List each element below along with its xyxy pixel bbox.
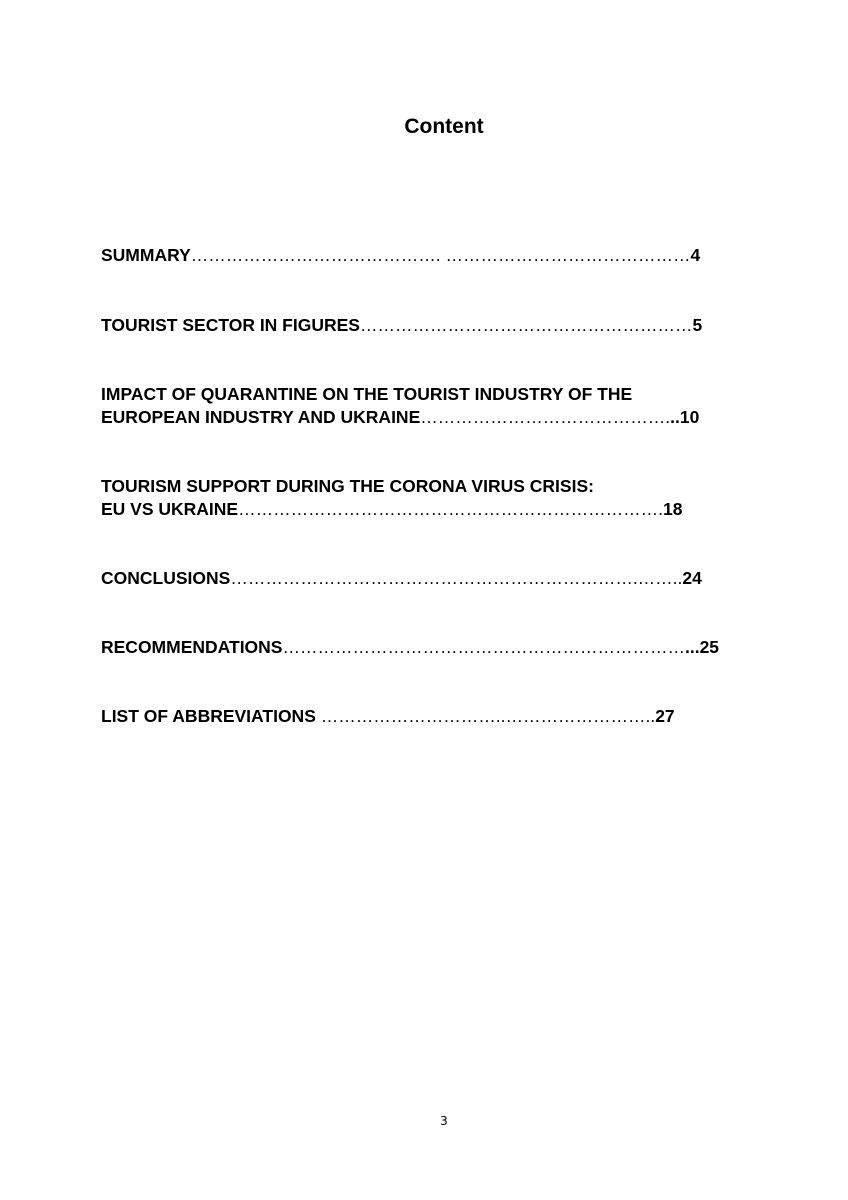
toc-entry-leader: …………………………………………………	[359, 315, 693, 335]
toc-entry-title-line1: IMPACT OF QUARANTINE ON THE TOURIST INDUSTRY OF THE	[101, 384, 633, 404]
page-title: Content	[404, 115, 484, 138]
toc-entry-title: EUROPEAN INDUSTRY AND UKRAINE	[101, 407, 421, 427]
toc-entry-tourism-support	[101, 475, 682, 521]
toc-entry-leader: ……………………………………. ……………………………………	[190, 245, 691, 265]
toc-entry-page: 24	[682, 568, 702, 588]
toc-entry-leader: …………………………..……………………..	[320, 706, 656, 726]
toc-entry-title: SUMMARY	[101, 245, 191, 265]
toc-entry-title: CONCLUSIONS	[101, 568, 231, 588]
toc-entry-page: 27	[655, 706, 675, 726]
toc-entry-page: ...25	[684, 637, 720, 657]
toc-entry-conclusions	[101, 567, 702, 590]
toc-entry-title-line1: TOURISM SUPPORT DURING THE CORONA VIRUS CRISIS:	[101, 476, 594, 496]
toc-entry-title: EU VS UKRAINE	[101, 499, 239, 519]
toc-entry-leader: ……………………………………………………………	[282, 637, 685, 657]
toc-entry-summary	[101, 244, 700, 267]
toc-entry-leader: ……………………………………………………………….	[238, 499, 663, 519]
toc-entry-page: 5	[692, 315, 703, 335]
toc-entry-page: ..10	[670, 407, 700, 427]
toc-entry-title: LIST OF ABBREVIATIONS	[101, 706, 321, 726]
toc-entry-abbreviations	[101, 705, 675, 728]
toc-entry-impact-quarantine	[101, 383, 699, 429]
toc-entry-page: 4	[690, 245, 701, 265]
toc-entry-recommendations	[101, 636, 719, 659]
toc-entry-tourist-sector	[101, 314, 702, 337]
toc-entry-leader: …………………………………….	[420, 407, 671, 427]
toc-entry-page: 18	[662, 499, 683, 519]
page-number: 3	[440, 1114, 448, 1128]
toc-entry-title: TOURIST SECTOR IN FIGURES	[101, 315, 360, 335]
toc-entry-title: RECOMMENDATIONS	[101, 637, 283, 657]
toc-entry-leader: …………………………………………………………….……..	[230, 568, 683, 588]
